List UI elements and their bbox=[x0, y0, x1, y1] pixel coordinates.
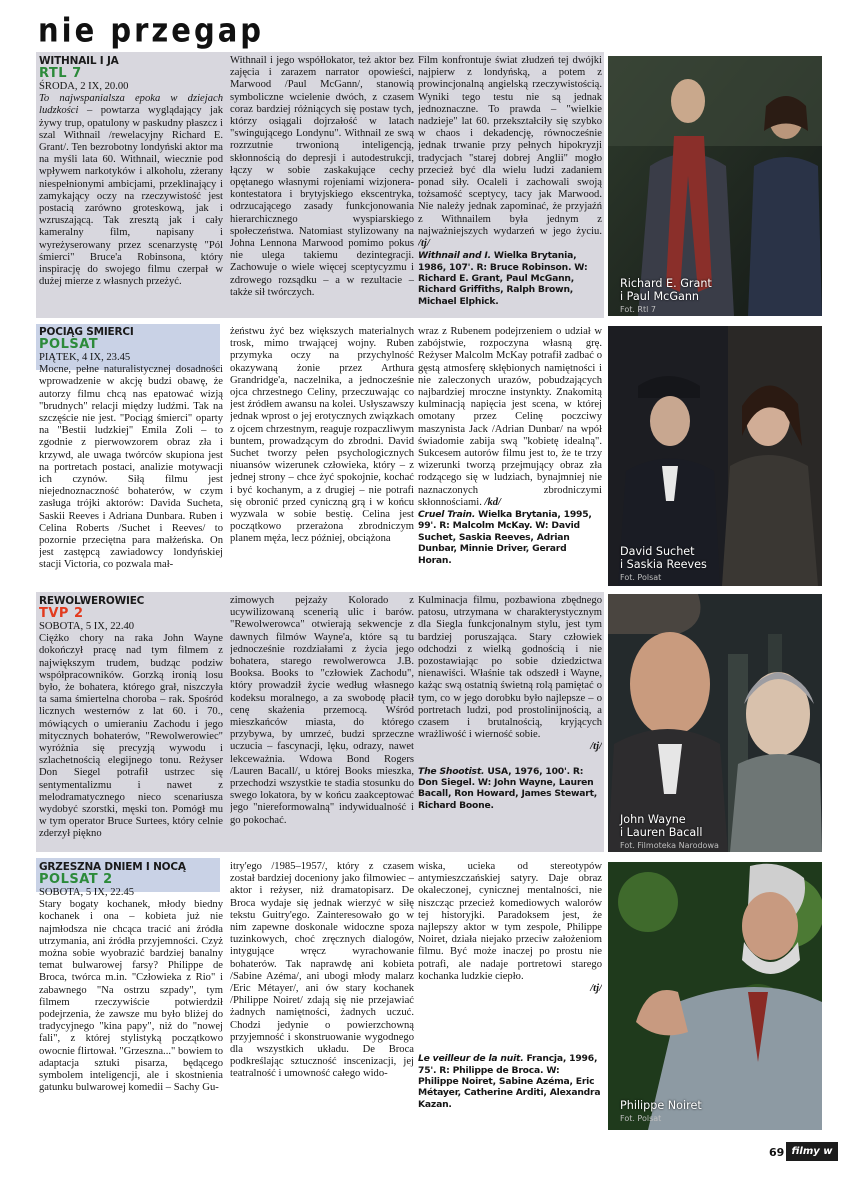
review-withnail bbox=[36, 52, 604, 318]
review-text: – powtarza wyglądający jak żywy trup, opatulony w paskudny płaszcz i szal Withnail /rewelacyjny Richard E. Grant/. Ten bezrobotny londyński aktor ma na myśli lata 60. Withnail, wiecznie pod wpływem narkotyków i alkoholu, zżerany niespełnionymi ambicjami, przeklinający i zamykający oczy na rzeczywistość jest postacią zarówno groteskową, jak i wzruszającą. Tak zresztą jak i cały kameralny film, napisany i wyreżyserowany przez scenarzystę "Pól śmierci" Bruce'a Robinsona, który inspirację do swojego filmu czerpał w dużej mierze z własnych przeżyć. bbox=[39, 105, 223, 288]
channel-name: POLSAT 2 bbox=[39, 872, 113, 887]
review-text: żeństwu żyć bez większych materialnych trosk, mimo trwającej wojny. Ruben przymyka oczy na przychylność okazywaną żonie przez Arthura Grandridge'a, naczelnika, a jednocześnie ojca chrzestnego Celiny, przeczuwając co jest źródłem awansu na kolei. Usłyszawszy jednak wprost o jej erotycznych związkach z ojcem chrzestnym, reaguje rozpaczliwym buntem, prowadzącym do zbrodni. David Suchet tworzy pełen psychologicznych niuansów wizerunek człowieka, który – z jednej strony – chce żyć spokojnie, kochać i być kochanym, a z drugiej – nie potrafi się obronić przed cyniczną grą i w końcu wyzwala w sobie bestię. Celina jest początkowo przerażona zbrodniczym planem męża, lecz później, obciążona bbox=[230, 326, 414, 545]
credits-details: Wielka Brytania, 1995, 99'. R: Malcolm McKay. W: David Suchet, Saskia Reeves, Adrian Dunbar, Minnie Driver, Gerard Horan. bbox=[418, 509, 592, 566]
photo-caption: David Suchet i Saskia Reeves bbox=[620, 545, 707, 571]
review-column-1 bbox=[39, 595, 223, 850]
review-column-1 bbox=[39, 55, 223, 315]
film-still-image bbox=[608, 862, 822, 1130]
credits-details: Wielka Brytania, 1986, 107'. R: Bruce Robinson. W: Richard E. Grant, Paul McGann, Richard Griffiths, Ralph Brown, Michael Elphick. bbox=[418, 250, 588, 307]
photo-credit: Fot. Filmoteka Narodowa bbox=[620, 841, 719, 850]
photo-credit: Fot. Rtl 7 bbox=[620, 305, 656, 314]
photo-caption: John Wayne i Lauren Bacall bbox=[620, 813, 703, 839]
review-text: wraz z Rubenem podejrzeniem o udział w zabójstwie, rozpoczyna własną grę. Reżyser Malcolm McKay potrafił zadbać o gęstą atmosferę skłębionych namiętności i nie zaleczonych urazów, pobudzających najbardziej mroczne instynkty. Znakomitą kulminacją napięcia jest scena, w której omotany przez Celinę poczciwy maszynista Jack /Adrian Dunbar/ na wpół świadomie zabija swą "kobietę idealną". Sukcesem autorów filmu jest to, że te trzy wizerunki tworzą przejmujący obraz zła rodzącego się w ludziach, bynajmniej nie naznaczonych zbrodniczymi skłonnościami. bbox=[418, 326, 602, 508]
review-text: wiska, ucieka od stereotypów antymieszczańskiej satyry. Daje obraz okaleczonej, cynicznej mentalności, nie niszcząc przecież komediowych walorów tej historyjki. Paradoksem jest, że najlepszy aktor w tym zespole, Philippe Noiret, działa niejako przeciw założeniom filmu. Być może inaczej po prostu nie potrafi, ale nadaje portretowi starego kochanka ludzkie ciepło. bbox=[418, 861, 602, 982]
film-credits bbox=[418, 250, 602, 307]
review-column-2 bbox=[230, 595, 414, 850]
original-title: The Shootist. bbox=[418, 765, 485, 777]
original-title: Cruel Train. bbox=[418, 509, 476, 521]
broadcast-time: PIĄTEK, 4 IX, 23.45 bbox=[39, 352, 131, 363]
film-still-photo bbox=[608, 56, 822, 316]
review-column-3 bbox=[418, 55, 602, 315]
review-column-2 bbox=[230, 326, 414, 584]
film-credits bbox=[418, 509, 602, 566]
film-still-photo bbox=[608, 594, 822, 852]
review-text: Withnail i jego współlokator, też aktor bez zajęcia i zarazem narrator opowieści, Marwood /Paul McGann/, stanowią symboliczne wcielenie dwóch, z czasem coraz bardziej różniących się postaw tych, którzy osiągali dojrzałość w latach "swingującego Londynu". Withnail ze swą rozrzutnie trwonioną inteligencją, skłonnością do depresji i autodestrukcji, łączy w sobie zaskakujące cechy opętanego własnymi rojeniami wizjonera-kontestatora i brytyjskiego ekscentryka, odrzucającego zasady funkcjonowania hierarchicznego wyspiarskiego społeczeństwa. Natomiast stylizowany na Johna Lennona Marwood pomimo pokus nie ulega takiemu dezintegracji. Zachowuje o wiele więcej sceptycyzmu i zdrowego rozsądku – a w rezultacie – także sił twórczych. bbox=[230, 55, 414, 298]
review-column-3 bbox=[418, 326, 602, 584]
film-title: GRZESZNA DNIEM I NOCĄ bbox=[39, 861, 186, 873]
original-title: Le veilleur de la nuit. bbox=[418, 1053, 524, 1065]
review-text: Ciężko chory na raka John Wayne dokończył pracę nad tym filmem z największym trudem, budząc podziw współpracowników. Gorzką ironią losu było, że bohatera, którego grał, niszczyła ta sama śmiertelna choroba – rak. Spośród licznych westernów z lat 60. i 70., mówiących o umieraniu Zachodu i jego mitycznych bohaterów, "Rewolwerowiec" wyróżnia się precyzją wywodu i szlachetnością elegijnego tonu. Reżyser Don Siegel potrafił ustrzec się sentymentalizmu i nawet z melodramatycznego nieco scenariusza wydobyć szorstki, męski ton. Pomógł mu w tym operator Bruce Surtees, który celnie zderzył piękno bbox=[39, 633, 223, 840]
photo-credit: Fot. Polsat bbox=[620, 573, 662, 582]
review-grzeszna bbox=[36, 858, 604, 1134]
channel-name: RTL 7 bbox=[39, 66, 82, 81]
review-column-2 bbox=[230, 55, 414, 315]
author-signature: /tj/ bbox=[590, 741, 602, 753]
review-text: Mocne, pełne naturalistycznej dosadności wprowadzenie w akcję budzi obawę, że autorzy filmu chcą nas epatować wizją "brudnych" relacji między ludźmi. Tak na szczęście nie jest. "Pociąg śmierci" oparty na "Bestii ludzkiej" Emila Zoli – to zgodnie z pierwowzorem obraz zła i krzywd, ale uwaga twórców skupiona jest na portretach postaci, analizie motywacji ich czynów. Siłą filmu jest niejednoznaczność bohaterów, w czym zasługa trójki aktorów: Davida Sucheta, Saskii Reeves i Adriana Dunbara. Ruben i Celina Roberts /Suchet i Reeves/ to pozornie przeciętna para małżeńska. On jest zastępcą zawiadowcy londyńskiej stacji Victoria, co pozwala mał- bbox=[39, 364, 223, 571]
film-title: WITHNAIL I JA bbox=[39, 55, 119, 67]
broadcast-time: ŚRODA, 2 IX, 20.00 bbox=[39, 81, 129, 92]
lede-quote: To najwspanialsza epoka w dziejach ludzkości bbox=[39, 93, 223, 117]
photo-caption: Richard E. Grant i Paul McGann bbox=[620, 277, 712, 303]
review-pociag-smierci bbox=[36, 324, 604, 586]
review-column-3 bbox=[418, 595, 602, 850]
author-signature: /kd/ bbox=[484, 496, 501, 508]
film-credits bbox=[418, 1053, 602, 1110]
film-title: POCIĄG ŚMIERCI bbox=[39, 326, 134, 338]
credits-details: Francja, 1996, 75'. R: Philippe de Broca. W: Philippe Noiret, Sabine Azéma, Eric Métayer, Catherine Arditi, Alexandra Kazan. bbox=[418, 1053, 601, 1110]
review-column-3 bbox=[418, 861, 602, 1133]
section-title: nie przegap bbox=[38, 10, 265, 50]
channel-name: POLSAT bbox=[39, 337, 99, 352]
review-text: itry'ego /1985–1957/, który z czasem został bardziej doceniony jako filmowiec – aktor i reżyser, niż dramatopisarz. De Broca wydaje się jednak wierzyć w siłę tekstu Guitry'ego. Zainteresowało go w nim zapewne doskonale widoczne spoza tuzinkowych, choć zręcznych dialogów, intygujące wręcz wyrachowanie bohaterów. Tak naprawdę ani kobieta /Sabine Azéma/, ani ubogi młody malarz /Eric Métayer/, ani ów stary kochanek /Philippe Noiret/ zdają się nie przejawiać żadnych namiętności, żadnych uczuć. Chodzi jedynie o powierzchowną przyjemność i skonstruowanie wygodnego dla wszystkich układu. De Broca podkreślając sztuczność inscenizacji, jej teatralność i umowność całego wido- bbox=[230, 861, 414, 1080]
film-credits bbox=[418, 766, 602, 812]
photo-caption: Philippe Noiret bbox=[620, 1099, 702, 1112]
film-still-photo bbox=[608, 862, 822, 1130]
broadcast-time: SOBOTA, 5 IX, 22.45 bbox=[39, 887, 135, 898]
magazine-logo: filmy w tv bbox=[786, 1142, 838, 1161]
page-number: 69 bbox=[769, 1146, 785, 1159]
credits-details: USA, 1976, 100'. R: Don Siegel. W: John Wayne, Lauren Bacall, Ron Howard, James Stewart, Richard Boone. bbox=[418, 765, 598, 811]
review-column-2 bbox=[230, 861, 414, 1133]
photo-credit: Fot. Polsat bbox=[620, 1114, 662, 1123]
original-title: Withnail and I. bbox=[418, 250, 491, 262]
review-column-1 bbox=[39, 861, 223, 1133]
author-signature: /tj/ bbox=[418, 238, 430, 250]
review-text: Kulminacja filmu, pozbawiona zbędnego patosu, utrzymana w charakterystycznym dla Siegla funkcjonalnym stylu, jest tym bardziej poruszająca. Stary człowiek odchodzi z wielką godnością i nie pozostawiając po sobie dziedzictwa nienawiści. Właśnie tak odszedł i Wayne, każąc swą ostatnią świetną rolą pamiętać o tym, co w jego dorobku było najlepsze – o portretach ludzi, pod prostolinijnością, a czasem i brutalnością, kryjących wrażliwość i wierność sobie. bbox=[418, 595, 602, 741]
review-rewolwerowiec bbox=[36, 592, 604, 852]
review-text: Film konfrontuje świat złudzeń tej dwójki najpierw z londyńską, a potem z prowincjonalną angielską rzeczywistością. Wyniki tego testu nie są jednak jednoznaczne. To prawda – "wielkie nadzieje" lat 60. przekształciły się szybko w chaos i dekadencję, równocześnie jednak trwanie przy pełnych hipokryzji tradycjach "starej dobrej Anglii" mogło przecież być dla wielu ludzi zadaniem ponad siły. Ocaleli i zachowali swoją tożsamość sceptycy, tacy jak Marwood. Nie należy jednak zapominać, że przyjaźń z Withnailem była jednym z najważniejszych wydarzeń w jego życiu. bbox=[418, 55, 602, 237]
film-still-photo bbox=[608, 326, 822, 586]
broadcast-time: SOBOTA, 5 IX, 22.40 bbox=[39, 621, 135, 632]
channel-name: TVP 2 bbox=[39, 606, 84, 621]
author-signature: /tj/ bbox=[590, 983, 602, 995]
review-text: Stary bogaty kochanek, młody biedny kochanek i ona – kobieta już nie najmłodsza nie chcąca tracić ani źródła utrzymania, ani źródła przyjemności. Czyż można sobie wyobrazić bardziej banalny temat bulwarowej farsy? Philippe de Broca, twórca m.in. "Człowieka z Rio" i zabawnego "Na ostrzu szpady", tym filmem rzeczywiście potwierdził podejrzenia, że zawsze mu było bliżej do tradycyjnego "kina papy", niż do "nowej fali", z której stylistyką początkowo owocnie flirtował. "Grzeszna..." bowiem to adaptacja sztuki pisarza, będącego symbolem inteligencji, ale i skostnienia gatunku bulwarowej komedii – Sachy Gu- bbox=[39, 899, 223, 1094]
review-column-1 bbox=[39, 326, 223, 584]
film-title: REWOLWEROWIEC bbox=[39, 595, 145, 607]
review-text: zimowych pejzaży Kolorado z ucywilizowaną scenerią ulic i barów. "Rewolwerowca" otwierają sekwencje z dawnych filmów Wayne'a, które są tu jednocześnie rozdziałami z życia jego bohatera, starego rewolwerowca J.B. Booksa. Books to "człowiek Zachodu", który prowadził życie według własnego kodeksu moralnego, a za swobodę płacił cenę skażenia przemocą. Wśród mieszkańców miasta, do którego przybywa, by umrzeć, budzi sprzeczne uczucia – fascynacji, lęku, odrazy, nawet lekceważnia. Wdowa Bond Rogers /Lauren Bacall/, u której Books mieszka, przechodzi wszystkie te stadia stosunku do swego lokatora, by w końcu zaakceptować jego "niereformowalną" indywidualność i go pokochać. bbox=[230, 595, 414, 826]
